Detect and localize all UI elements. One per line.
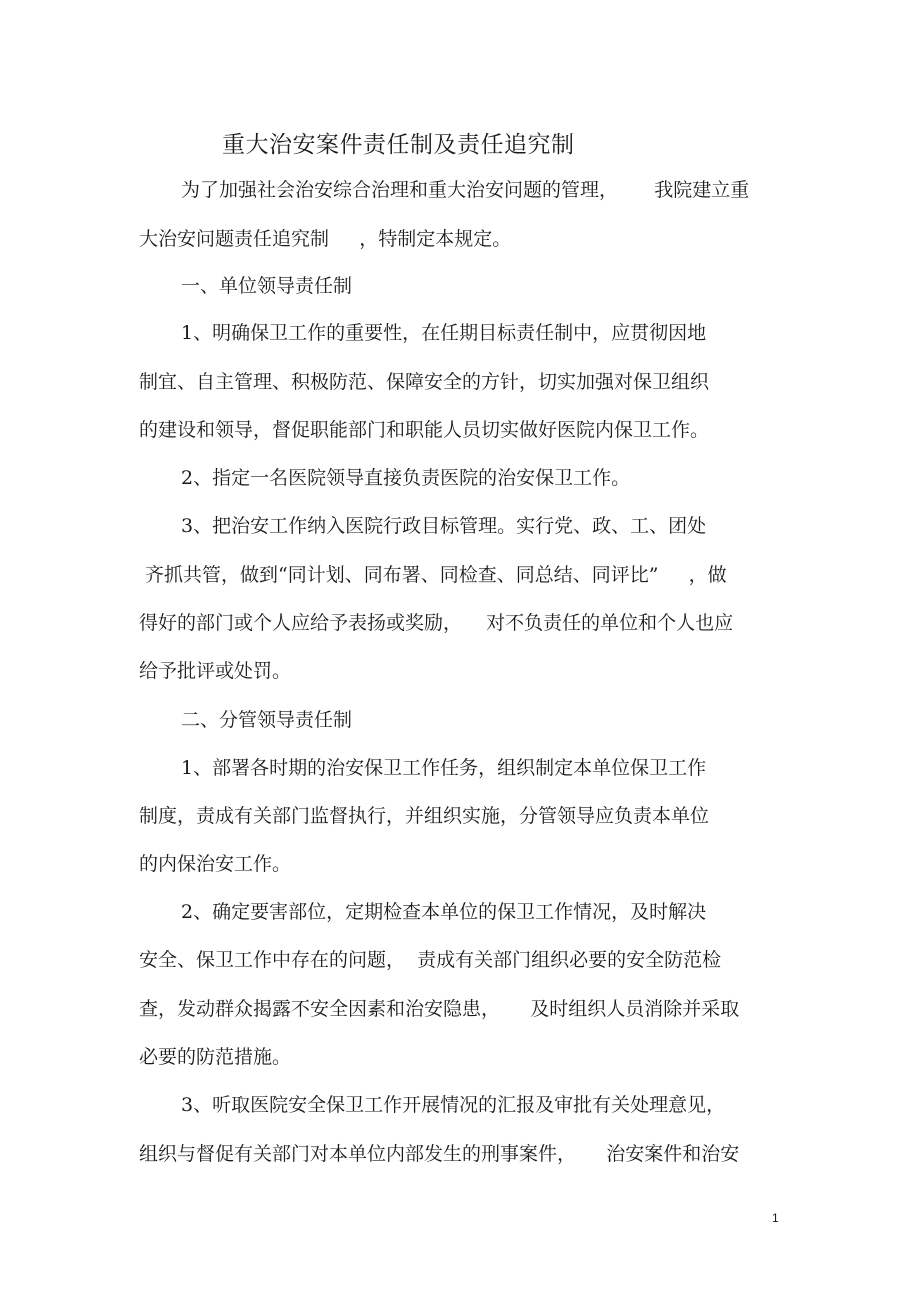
page-number: 1 xyxy=(772,1211,779,1225)
section-heading: 二、分管领导责任制 xyxy=(181,709,353,731)
body-line: 为了加强社会治安综合治理和重大治安问题的管理， 我院建立重 xyxy=(181,179,750,201)
body-line: 1、部署各时期的治安保卫工作任务，组织制定本单位保卫工作 xyxy=(181,757,707,779)
body-line: 制宜、自主管理、积极防范、保障安全的方针，切实加强对保卫组织 xyxy=(139,371,710,393)
body-line: 的内保治安工作。 xyxy=(139,853,292,875)
body-line: 3、把治安工作纳入医院行政目标管理。实行党、政、工、团处 xyxy=(181,515,707,537)
body-line: 制度，责成有关部门监督执行，并组织实施，分管领导应负责本单位 xyxy=(139,805,710,827)
body-line: 大治安问题责任追究制 ，特制定本规定。 xyxy=(139,228,512,250)
body-line: 组织与督促有关部门对本单位内部发生的刑事案件， 治安案件和治安 xyxy=(139,1143,740,1165)
section-heading: 一、单位领导责任制 xyxy=(181,275,353,297)
body-line: 2、确定要害部位，定期检查本单位的保卫工作情况，及时解决 xyxy=(181,901,707,923)
document-title: 重大治安案件责任制及责任追究制 xyxy=(222,132,575,158)
body-line: 2、指定一名医院领导直接负责医院的治安保卫工作。 xyxy=(181,467,631,489)
body-line: 安全、保卫工作中存在的问题， 责成有关部门组织必要的安全防范检 xyxy=(139,949,722,971)
body-line: 1、明确保卫工作的重要性，在任期目标责任制中，应贯彻因地 xyxy=(181,322,707,344)
body-line: 给予批评或处罚。 xyxy=(139,660,292,682)
body-line: 必要的防范措施。 xyxy=(139,1046,292,1068)
body-line: 3、听取医院安全保卫工作开展情况的汇报及审批有关处理意见， xyxy=(181,1094,726,1116)
body-line: 齐抓共管，做到“同计划、同布署、同检查、同总结、同评比” ，做 xyxy=(145,564,727,586)
body-line: 查，发动群众揭露不安全因素和治安隐患， 及时组织人员消除并采取 xyxy=(139,998,740,1020)
body-line: 得好的部门或个人应给予表扬或奖励， 对不负责任的单位和个人也应 xyxy=(139,612,734,634)
body-line: 的建设和领导，督促职能部门和职能人员切实做好医院内保卫工作。 xyxy=(139,419,710,441)
